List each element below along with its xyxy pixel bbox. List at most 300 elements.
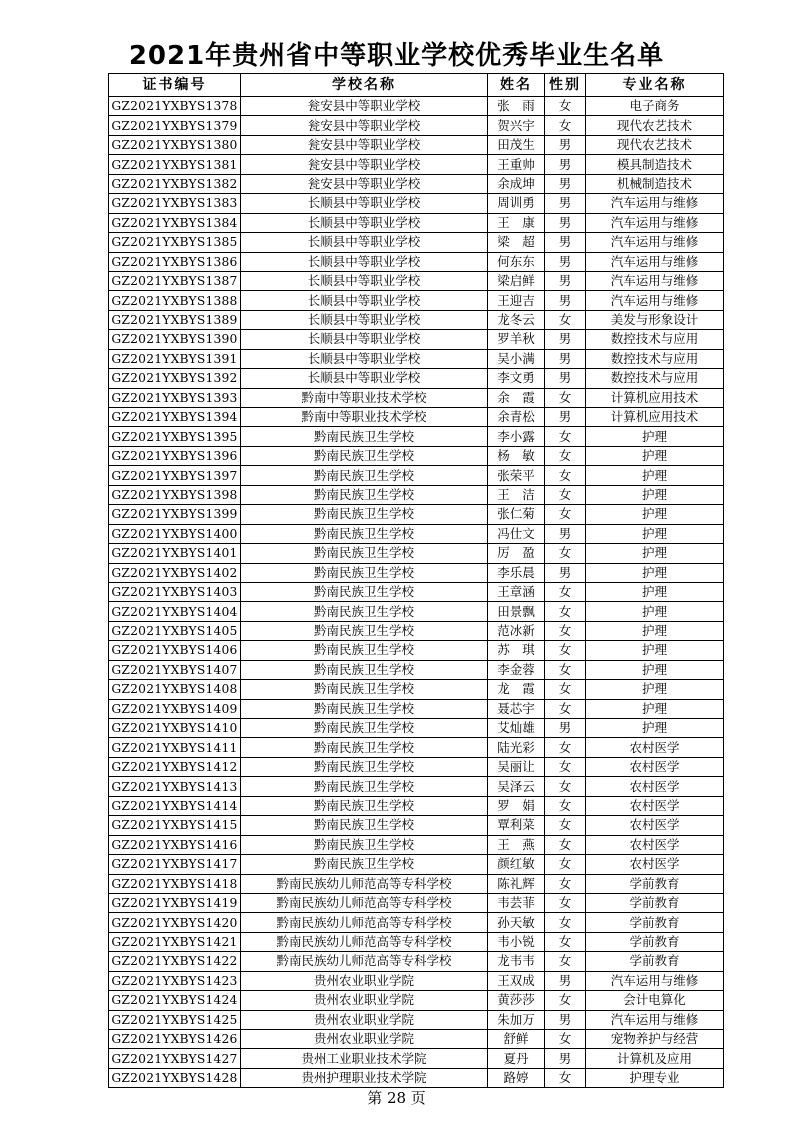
major-cell: 汽车运用与维修	[586, 194, 724, 213]
gender-cell: 男	[545, 135, 586, 154]
table-row	[109, 563, 724, 582]
name-cell: 陈礼辉	[488, 874, 545, 893]
school-cell: 长顺县中等职业学校	[241, 369, 488, 388]
school-cell: 贵州工业职业技术学院	[241, 1049, 488, 1068]
school-cell: 黔南民族卫生学校	[241, 427, 488, 446]
major-cell: 模具制造技术	[586, 155, 724, 174]
cert-number-cell: GZ2021YXBYS1392	[109, 369, 241, 388]
table-row	[109, 874, 724, 893]
school-cell: 黔南民族卫生学校	[241, 816, 488, 835]
cert-number-cell: GZ2021YXBYS1398	[109, 485, 241, 504]
name-cell: 孙天敏	[488, 913, 545, 932]
major-cell: 汽车运用与维修	[586, 291, 724, 310]
major-cell: 护理	[586, 524, 724, 543]
cert-number-cell: GZ2021YXBYS1385	[109, 233, 241, 252]
cert-number-cell: GZ2021YXBYS1418	[109, 874, 241, 893]
column-header-name: 姓名	[488, 74, 545, 97]
name-cell: 韦芸菲	[488, 893, 545, 912]
name-cell: 田景飘	[488, 602, 545, 621]
name-cell: 王 康	[488, 213, 545, 232]
school-cell: 黔南中等职业技术学校	[241, 408, 488, 427]
school-cell: 黔南中等职业技术学校	[241, 388, 488, 407]
cert-number-cell: GZ2021YXBYS1408	[109, 680, 241, 699]
name-cell: 李金蓉	[488, 660, 545, 679]
major-cell: 护理	[586, 602, 724, 621]
cert-number-cell: GZ2021YXBYS1422	[109, 952, 241, 971]
gender-cell: 女	[545, 699, 586, 718]
gender-cell: 女	[545, 485, 586, 504]
major-cell: 电子商务	[586, 97, 724, 116]
table-row	[109, 252, 724, 271]
major-cell: 汽车运用与维修	[586, 233, 724, 252]
gender-cell: 男	[545, 291, 586, 310]
table-row	[109, 116, 724, 135]
table-row	[109, 641, 724, 660]
name-cell: 梁启鲜	[488, 271, 545, 290]
major-cell: 护理	[586, 641, 724, 660]
major-cell: 现代农艺技术	[586, 135, 724, 154]
gender-cell: 女	[545, 602, 586, 621]
gender-cell: 女	[545, 835, 586, 854]
major-cell: 护理	[586, 680, 724, 699]
table-row	[109, 952, 724, 971]
name-cell: 田茂生	[488, 135, 545, 154]
name-cell: 张仁菊	[488, 505, 545, 524]
table-row	[109, 835, 724, 854]
gender-cell: 男	[545, 1010, 586, 1029]
name-cell: 王 燕	[488, 835, 545, 854]
name-cell: 龙冬云	[488, 310, 545, 329]
gender-cell: 男	[545, 563, 586, 582]
table-row	[109, 680, 724, 699]
column-header-gender: 性别	[545, 74, 586, 97]
major-cell: 计算机应用技术	[586, 388, 724, 407]
major-cell: 现代农艺技术	[586, 116, 724, 135]
cert-number-cell: GZ2021YXBYS1411	[109, 738, 241, 757]
table-row	[109, 271, 724, 290]
name-cell: 李乐晨	[488, 563, 545, 582]
gender-cell: 女	[545, 116, 586, 135]
name-cell: 李小露	[488, 427, 545, 446]
major-cell: 学前教育	[586, 932, 724, 951]
major-cell: 护理专业	[586, 1068, 724, 1087]
name-cell: 厉 盈	[488, 544, 545, 563]
name-cell: 冯仕文	[488, 524, 545, 543]
school-cell: 瓮安县中等职业学校	[241, 116, 488, 135]
cert-number-cell: GZ2021YXBYS1427	[109, 1049, 241, 1068]
gender-cell: 女	[545, 97, 586, 116]
name-cell: 夏丹	[488, 1049, 545, 1068]
name-cell: 覃利菜	[488, 816, 545, 835]
gender-cell: 男	[545, 252, 586, 271]
gender-cell: 女	[545, 621, 586, 640]
table-row	[109, 855, 724, 874]
school-cell: 黔南民族卫生学校	[241, 641, 488, 660]
table-header-row	[109, 74, 724, 97]
cert-number-cell: GZ2021YXBYS1417	[109, 855, 241, 874]
gender-cell: 女	[545, 816, 586, 835]
table-row	[109, 388, 724, 407]
school-cell: 黔南民族幼儿师范高等专科学校	[241, 932, 488, 951]
table-row	[109, 582, 724, 601]
gender-cell: 女	[545, 310, 586, 329]
gender-cell: 女	[545, 1030, 586, 1049]
cert-number-cell: GZ2021YXBYS1404	[109, 602, 241, 621]
major-cell: 汽车运用与维修	[586, 213, 724, 232]
name-cell: 路婷	[488, 1068, 545, 1087]
name-cell: 余 霞	[488, 388, 545, 407]
gender-cell: 女	[545, 641, 586, 660]
major-cell: 汽车运用与维修	[586, 1010, 724, 1029]
name-cell: 王 洁	[488, 485, 545, 504]
gender-cell: 女	[545, 777, 586, 796]
name-cell: 陆光彩	[488, 738, 545, 757]
school-cell: 黔南民族卫生学校	[241, 544, 488, 563]
gender-cell: 女	[545, 893, 586, 912]
major-cell: 护理	[586, 563, 724, 582]
school-cell: 黔南民族幼儿师范高等专科学校	[241, 893, 488, 912]
gender-cell: 女	[545, 544, 586, 563]
table-row	[109, 485, 724, 504]
school-cell: 长顺县中等职业学校	[241, 233, 488, 252]
cert-number-cell: GZ2021YXBYS1413	[109, 777, 241, 796]
column-header-school: 学校名称	[241, 74, 488, 97]
cert-number-cell: GZ2021YXBYS1395	[109, 427, 241, 446]
name-cell: 朱加万	[488, 1010, 545, 1029]
major-cell: 农村医学	[586, 777, 724, 796]
table-row	[109, 427, 724, 446]
table-row	[109, 1049, 724, 1068]
table-row	[109, 991, 724, 1010]
table-row	[109, 1030, 724, 1049]
cert-number-cell: GZ2021YXBYS1416	[109, 835, 241, 854]
major-cell: 护理	[586, 719, 724, 738]
school-cell: 黔南民族卫生学校	[241, 738, 488, 757]
cert-number-cell: GZ2021YXBYS1426	[109, 1030, 241, 1049]
gender-cell: 女	[545, 874, 586, 893]
name-cell: 舒鲜	[488, 1030, 545, 1049]
major-cell: 会计电算化	[586, 991, 724, 1010]
school-cell: 瓮安县中等职业学校	[241, 155, 488, 174]
cert-number-cell: GZ2021YXBYS1407	[109, 660, 241, 679]
school-cell: 黔南民族幼儿师范高等专科学校	[241, 874, 488, 893]
school-cell: 黔南民族卫生学校	[241, 835, 488, 854]
gender-cell: 男	[545, 349, 586, 368]
school-cell: 贵州农业职业学院	[241, 1010, 488, 1029]
table-row	[109, 621, 724, 640]
cert-number-cell: GZ2021YXBYS1428	[109, 1068, 241, 1087]
major-cell: 护理	[586, 544, 724, 563]
table-row	[109, 330, 724, 349]
cert-number-cell: GZ2021YXBYS1410	[109, 719, 241, 738]
school-cell: 黔南民族卫生学校	[241, 621, 488, 640]
table-row	[109, 893, 724, 912]
cert-number-cell: GZ2021YXBYS1386	[109, 252, 241, 271]
cert-number-cell: GZ2021YXBYS1399	[109, 505, 241, 524]
gender-cell: 女	[545, 466, 586, 485]
cert-number-cell: GZ2021YXBYS1400	[109, 524, 241, 543]
gender-cell: 女	[545, 582, 586, 601]
gender-cell: 男	[545, 213, 586, 232]
major-cell: 护理	[586, 505, 724, 524]
table-row	[109, 174, 724, 193]
table-row	[109, 660, 724, 679]
table-row	[109, 310, 724, 329]
table-row	[109, 291, 724, 310]
major-cell: 护理	[586, 466, 724, 485]
gender-cell: 男	[545, 719, 586, 738]
name-cell: 苏 琪	[488, 641, 545, 660]
school-cell: 黔南民族卫生学校	[241, 446, 488, 465]
table-row	[109, 1010, 724, 1029]
name-cell: 梁 超	[488, 233, 545, 252]
name-cell: 韦小锐	[488, 932, 545, 951]
cert-number-cell: GZ2021YXBYS1414	[109, 796, 241, 815]
name-cell: 范冰新	[488, 621, 545, 640]
name-cell: 吴泽云	[488, 777, 545, 796]
gender-cell: 女	[545, 446, 586, 465]
school-cell: 瓮安县中等职业学校	[241, 135, 488, 154]
cert-number-cell: GZ2021YXBYS1412	[109, 757, 241, 776]
name-cell: 王双成	[488, 971, 545, 990]
cert-number-cell: GZ2021YXBYS1379	[109, 116, 241, 135]
page-number: 第 28 页	[367, 1089, 426, 1107]
school-cell: 贵州农业职业学院	[241, 991, 488, 1010]
school-cell: 长顺县中等职业学校	[241, 213, 488, 232]
table-row	[109, 932, 724, 951]
school-cell: 长顺县中等职业学校	[241, 349, 488, 368]
gender-cell: 男	[545, 369, 586, 388]
major-cell: 农村医学	[586, 855, 724, 874]
name-cell: 艾灿雄	[488, 719, 545, 738]
school-cell: 长顺县中等职业学校	[241, 194, 488, 213]
table-row	[109, 738, 724, 757]
table-row	[109, 194, 724, 213]
gender-cell: 女	[545, 388, 586, 407]
school-cell: 长顺县中等职业学校	[241, 291, 488, 310]
name-cell: 王章涵	[488, 582, 545, 601]
school-cell: 贵州农业职业学院	[241, 1030, 488, 1049]
gender-cell: 男	[545, 330, 586, 349]
major-cell: 农村医学	[586, 835, 724, 854]
major-cell: 学前教育	[586, 893, 724, 912]
cert-number-cell: GZ2021YXBYS1393	[109, 388, 241, 407]
major-cell: 护理	[586, 446, 724, 465]
school-cell: 长顺县中等职业学校	[241, 252, 488, 271]
table-row	[109, 135, 724, 154]
cert-number-cell: GZ2021YXBYS1403	[109, 582, 241, 601]
gender-cell: 女	[545, 952, 586, 971]
cert-number-cell: GZ2021YXBYS1420	[109, 913, 241, 932]
school-cell: 黔南民族卫生学校	[241, 699, 488, 718]
name-cell: 杨 敏	[488, 446, 545, 465]
school-cell: 黔南民族卫生学校	[241, 660, 488, 679]
column-header-major: 专业名称	[586, 74, 724, 97]
cert-number-cell: GZ2021YXBYS1425	[109, 1010, 241, 1029]
school-cell: 黔南民族卫生学校	[241, 466, 488, 485]
name-cell: 罗 娟	[488, 796, 545, 815]
gender-cell: 男	[545, 971, 586, 990]
cert-number-cell: GZ2021YXBYS1391	[109, 349, 241, 368]
cert-number-cell: GZ2021YXBYS1424	[109, 991, 241, 1010]
school-cell: 长顺县中等职业学校	[241, 271, 488, 290]
gender-cell: 女	[545, 738, 586, 757]
major-cell: 美发与形象设计	[586, 310, 724, 329]
school-cell: 长顺县中等职业学校	[241, 330, 488, 349]
major-cell: 护理	[586, 427, 724, 446]
cert-number-cell: GZ2021YXBYS1421	[109, 932, 241, 951]
cert-number-cell: GZ2021YXBYS1406	[109, 641, 241, 660]
cert-number-cell: GZ2021YXBYS1401	[109, 544, 241, 563]
school-cell: 黔南民族卫生学校	[241, 582, 488, 601]
table-row	[109, 816, 724, 835]
major-cell: 农村医学	[586, 738, 724, 757]
table-row	[109, 213, 724, 232]
name-cell: 聂芯宇	[488, 699, 545, 718]
cert-number-cell: GZ2021YXBYS1419	[109, 893, 241, 912]
major-cell: 农村医学	[586, 796, 724, 815]
gender-cell: 女	[545, 680, 586, 699]
name-cell: 余成坤	[488, 174, 545, 193]
cert-number-cell: GZ2021YXBYS1402	[109, 563, 241, 582]
cert-number-cell: GZ2021YXBYS1380	[109, 135, 241, 154]
table-row	[109, 466, 724, 485]
cert-number-cell: GZ2021YXBYS1382	[109, 174, 241, 193]
cert-number-cell: GZ2021YXBYS1381	[109, 155, 241, 174]
name-cell: 余青松	[488, 408, 545, 427]
gender-cell: 女	[545, 932, 586, 951]
name-cell: 张荣平	[488, 466, 545, 485]
school-cell: 瓮安县中等职业学校	[241, 97, 488, 116]
gender-cell: 男	[545, 1049, 586, 1068]
school-cell: 黔南民族卫生学校	[241, 680, 488, 699]
name-cell: 罗羊秋	[488, 330, 545, 349]
major-cell: 计算机及应用	[586, 1049, 724, 1068]
table-row	[109, 155, 724, 174]
school-cell: 黔南民族卫生学校	[241, 602, 488, 621]
gender-cell: 女	[545, 505, 586, 524]
major-cell: 学前教育	[586, 952, 724, 971]
table-row	[109, 796, 724, 815]
name-cell: 周训勇	[488, 194, 545, 213]
name-cell: 张 雨	[488, 97, 545, 116]
school-cell: 黔南民族卫生学校	[241, 757, 488, 776]
major-cell: 护理	[586, 621, 724, 640]
table-row	[109, 719, 724, 738]
cert-number-cell: GZ2021YXBYS1397	[109, 466, 241, 485]
major-cell: 汽车运用与维修	[586, 252, 724, 271]
school-cell: 黔南民族卫生学校	[241, 719, 488, 738]
major-cell: 学前教育	[586, 874, 724, 893]
table-row	[109, 699, 724, 718]
cert-number-cell: GZ2021YXBYS1384	[109, 213, 241, 232]
table-row	[109, 913, 724, 932]
cert-number-cell: GZ2021YXBYS1396	[109, 446, 241, 465]
cert-number-cell: GZ2021YXBYS1387	[109, 271, 241, 290]
school-cell: 黔南民族卫生学校	[241, 796, 488, 815]
name-cell: 龙韦韦	[488, 952, 545, 971]
major-cell: 数控技术与应用	[586, 330, 724, 349]
school-cell: 黔南民族卫生学校	[241, 485, 488, 504]
table-row	[109, 757, 724, 776]
gender-cell: 男	[545, 155, 586, 174]
gender-cell: 男	[545, 194, 586, 213]
table-row	[109, 1068, 724, 1087]
gender-cell: 女	[545, 991, 586, 1010]
cert-number-cell: GZ2021YXBYS1423	[109, 971, 241, 990]
name-cell: 吴小满	[488, 349, 545, 368]
cert-number-cell: GZ2021YXBYS1405	[109, 621, 241, 640]
cert-number-cell: GZ2021YXBYS1383	[109, 194, 241, 213]
table-row	[109, 971, 724, 990]
school-cell: 贵州农业职业学院	[241, 971, 488, 990]
major-cell: 数控技术与应用	[586, 349, 724, 368]
school-cell: 黔南民族卫生学校	[241, 524, 488, 543]
major-cell: 护理	[586, 660, 724, 679]
column-header-cert-number: 证书编号	[109, 74, 241, 97]
table-row	[109, 777, 724, 796]
major-cell: 数控技术与应用	[586, 369, 724, 388]
table-body	[109, 97, 724, 1088]
gender-cell: 女	[545, 1068, 586, 1087]
major-cell: 机械制造技术	[586, 174, 724, 193]
school-cell: 贵州护理职业技术学院	[241, 1068, 488, 1087]
cert-number-cell: GZ2021YXBYS1390	[109, 330, 241, 349]
school-cell: 黔南民族幼儿师范高等专科学校	[241, 952, 488, 971]
gender-cell: 男	[545, 524, 586, 543]
major-cell: 农村医学	[586, 757, 724, 776]
table-row	[109, 408, 724, 427]
major-cell: 农村医学	[586, 816, 724, 835]
gender-cell: 男	[545, 174, 586, 193]
major-cell: 宠物养护与经营	[586, 1030, 724, 1049]
gender-cell: 女	[545, 660, 586, 679]
table-row	[109, 369, 724, 388]
gender-cell: 男	[545, 233, 586, 252]
table-row	[109, 97, 724, 116]
table-row	[109, 524, 724, 543]
page-title: 2021年贵州省中等职业学校优秀毕业生名单	[128, 41, 665, 71]
cert-number-cell: GZ2021YXBYS1378	[109, 97, 241, 116]
name-cell: 颜红敏	[488, 855, 545, 874]
major-cell: 汽车运用与维修	[586, 271, 724, 290]
major-cell: 学前教育	[586, 913, 724, 932]
cert-number-cell: GZ2021YXBYS1389	[109, 310, 241, 329]
name-cell: 王迎吉	[488, 291, 545, 310]
name-cell: 吴丽让	[488, 757, 545, 776]
major-cell: 护理	[586, 485, 724, 504]
school-cell: 黔南民族幼儿师范高等专科学校	[241, 913, 488, 932]
school-cell: 黔南民族卫生学校	[241, 855, 488, 874]
table-row	[109, 446, 724, 465]
table-row	[109, 233, 724, 252]
name-cell: 黄莎莎	[488, 991, 545, 1010]
table-row	[109, 602, 724, 621]
gender-cell: 女	[545, 796, 586, 815]
cert-number-cell: GZ2021YXBYS1409	[109, 699, 241, 718]
major-cell: 计算机应用技术	[586, 408, 724, 427]
name-cell: 何东东	[488, 252, 545, 271]
gender-cell: 女	[545, 913, 586, 932]
gender-cell: 女	[545, 427, 586, 446]
school-cell: 黔南民族卫生学校	[241, 563, 488, 582]
school-cell: 长顺县中等职业学校	[241, 310, 488, 329]
gender-cell: 女	[545, 855, 586, 874]
gender-cell: 男	[545, 408, 586, 427]
name-cell: 龙 霞	[488, 680, 545, 699]
major-cell: 汽车运用与维修	[586, 971, 724, 990]
table-row	[109, 349, 724, 368]
